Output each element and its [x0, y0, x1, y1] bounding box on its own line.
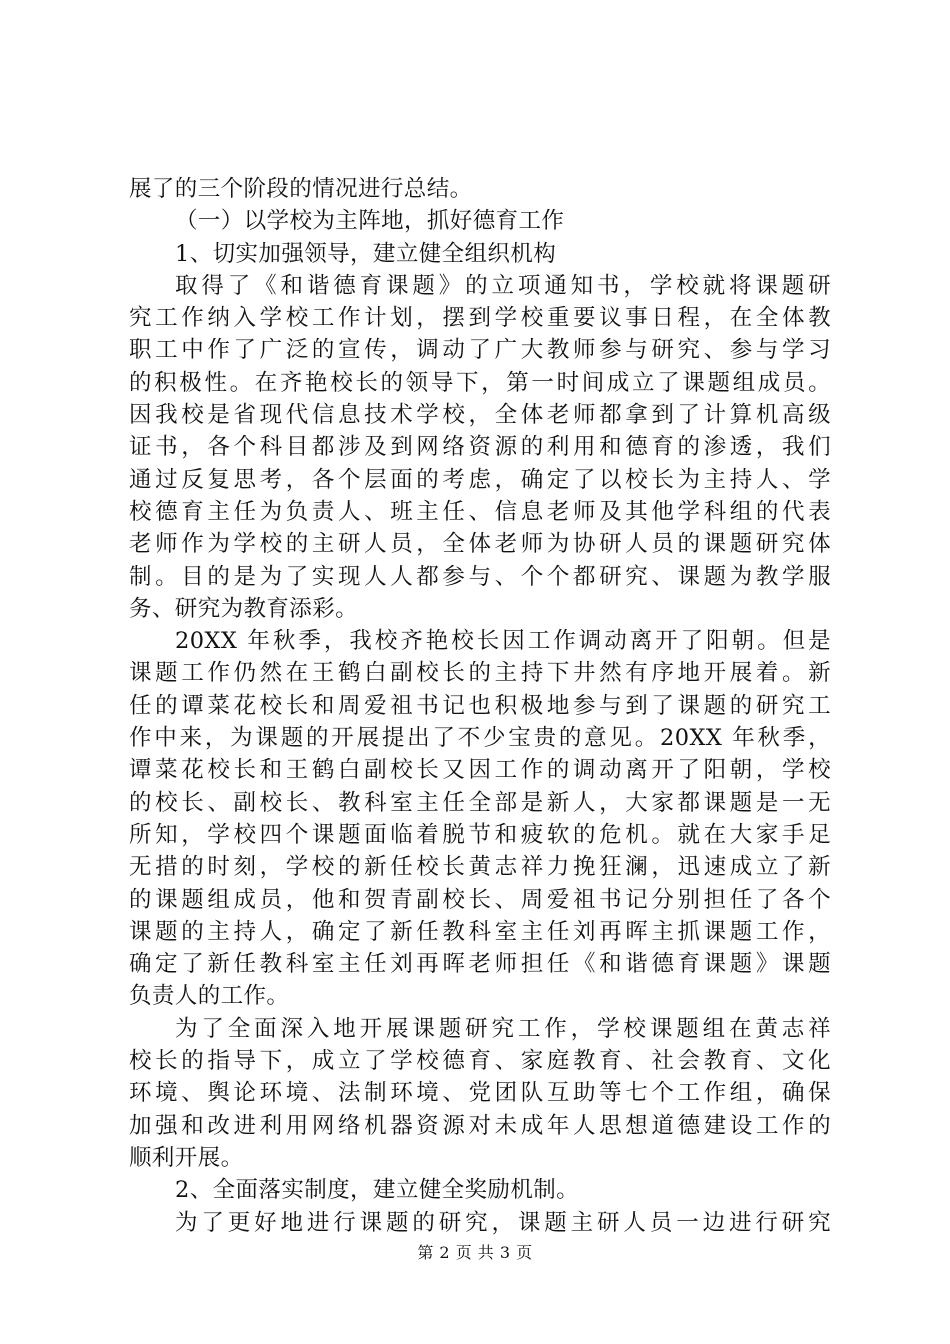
- subsection-heading: 2、全面落实制度，建立健全奖励机制。: [175, 1177, 580, 1204]
- paragraph-line: 取得了《和谐德育课题》的立项通知书，学校就将课题研: [175, 272, 831, 299]
- page-footer: [0, 1243, 950, 1263]
- paragraph-line: 20XX 年秋季，我校齐艳校长因工作调动离开了阳朝。但是: [175, 628, 831, 655]
- paragraph-line: 老师作为学校的主研人员，全体老师为协研人员的课题研究体: [129, 531, 831, 558]
- paragraph-line: 的课题组成员，他和贺青副校长、周爱祖书记分别担任了各个: [129, 886, 831, 913]
- paragraph-line: 环境、舆论环境、法制环境、党团队互助等七个工作组，确保: [129, 1080, 831, 1107]
- paragraph-line: 为了全面深入地开展课题研究工作，学校课题组在黄志祥: [175, 1015, 831, 1042]
- paragraph-line: 加强和改进利用网络机器资源对未成年人思想道德建设工作的: [129, 1112, 831, 1139]
- paragraph-line: 校长的指导下，成立了学校德育、家庭教育、社会教育、文化: [129, 1048, 831, 1075]
- paragraph-line: 务、研究为教育添彩。: [129, 595, 359, 622]
- paragraph-line: 为了更好地进行课题的研究，课题主研人员一边进行研究: [175, 1209, 831, 1236]
- paragraph-line: 的校长、副校长、教科室主任全部是新人，大家都课题是一无: [129, 789, 831, 816]
- paragraph-line: 课题的主持人，确定了新任教科室主任刘再晖主抓课题工作，: [129, 918, 831, 945]
- page-indicator: 第 2 页 共 3 页: [417, 1243, 533, 1262]
- paragraph-line: 无措的时刻，学校的新任校长黄志祥力挽狂澜，迅速成立了新: [129, 854, 831, 881]
- paragraph-line: 证书，各个科目都涉及到网络资源的利用和德育的渗透，我们: [129, 434, 831, 461]
- text-line: 展了的三个阶段的情况进行总结。: [129, 176, 473, 202]
- paragraph-line: 任的谭菜花校长和周爱祖书记也积极地参与到了课题的研究工: [129, 692, 831, 719]
- paragraph-line: 负责人的工作。: [129, 983, 290, 1010]
- paragraph-line: 校德育主任为负责人、班主任、信息老师及其他学科组的代表: [129, 498, 831, 525]
- subsection-heading: 1、切实加强领导，建立健全组织机构: [175, 240, 557, 267]
- paragraph-line: 制。目的是为了实现人人都参与、个个都研究、课题为教学服: [129, 563, 831, 590]
- paragraph-line: 确定了新任教科室主任刘再晖老师担任《和谐德育课题》课题: [129, 951, 831, 978]
- paragraph-line: 所知，学校四个课题面临着脱节和疲软的危机。就在大家手足: [129, 821, 831, 848]
- paragraph-line: 顺利开展。: [129, 1144, 244, 1171]
- paragraph-line: 谭菜花校长和王鹤白副校长又因工作的调动离开了阳朝，学校: [129, 757, 831, 784]
- paragraph-line: 通过反复思考，各个层面的考虑，确定了以校长为主持人、学: [129, 466, 831, 493]
- document-body: [129, 173, 831, 1239]
- section-heading: （一）以学校为主阵地，抓好德育工作: [175, 208, 565, 235]
- paragraph-line: 究工作纳入学校工作计划，摆到学校重要议事日程，在全体教: [129, 305, 831, 332]
- paragraph-line: 职工中作了广泛的宣传，调动了广大教师参与研究、参与学习: [129, 337, 831, 364]
- paragraph-line: 的积极性。在齐艳校长的领导下，第一时间成立了课题组成员。: [129, 369, 831, 396]
- paragraph-line: 作中来，为课题的开展提出了不少宝贵的意见。20XX 年秋季，: [129, 725, 831, 752]
- paragraph-line: 因我校是省现代信息技术学校，全体老师都拿到了计算机高级: [129, 402, 831, 429]
- paragraph-line: 课题工作仍然在王鹤白副校长的主持下井然有序地开展着。新: [129, 660, 831, 687]
